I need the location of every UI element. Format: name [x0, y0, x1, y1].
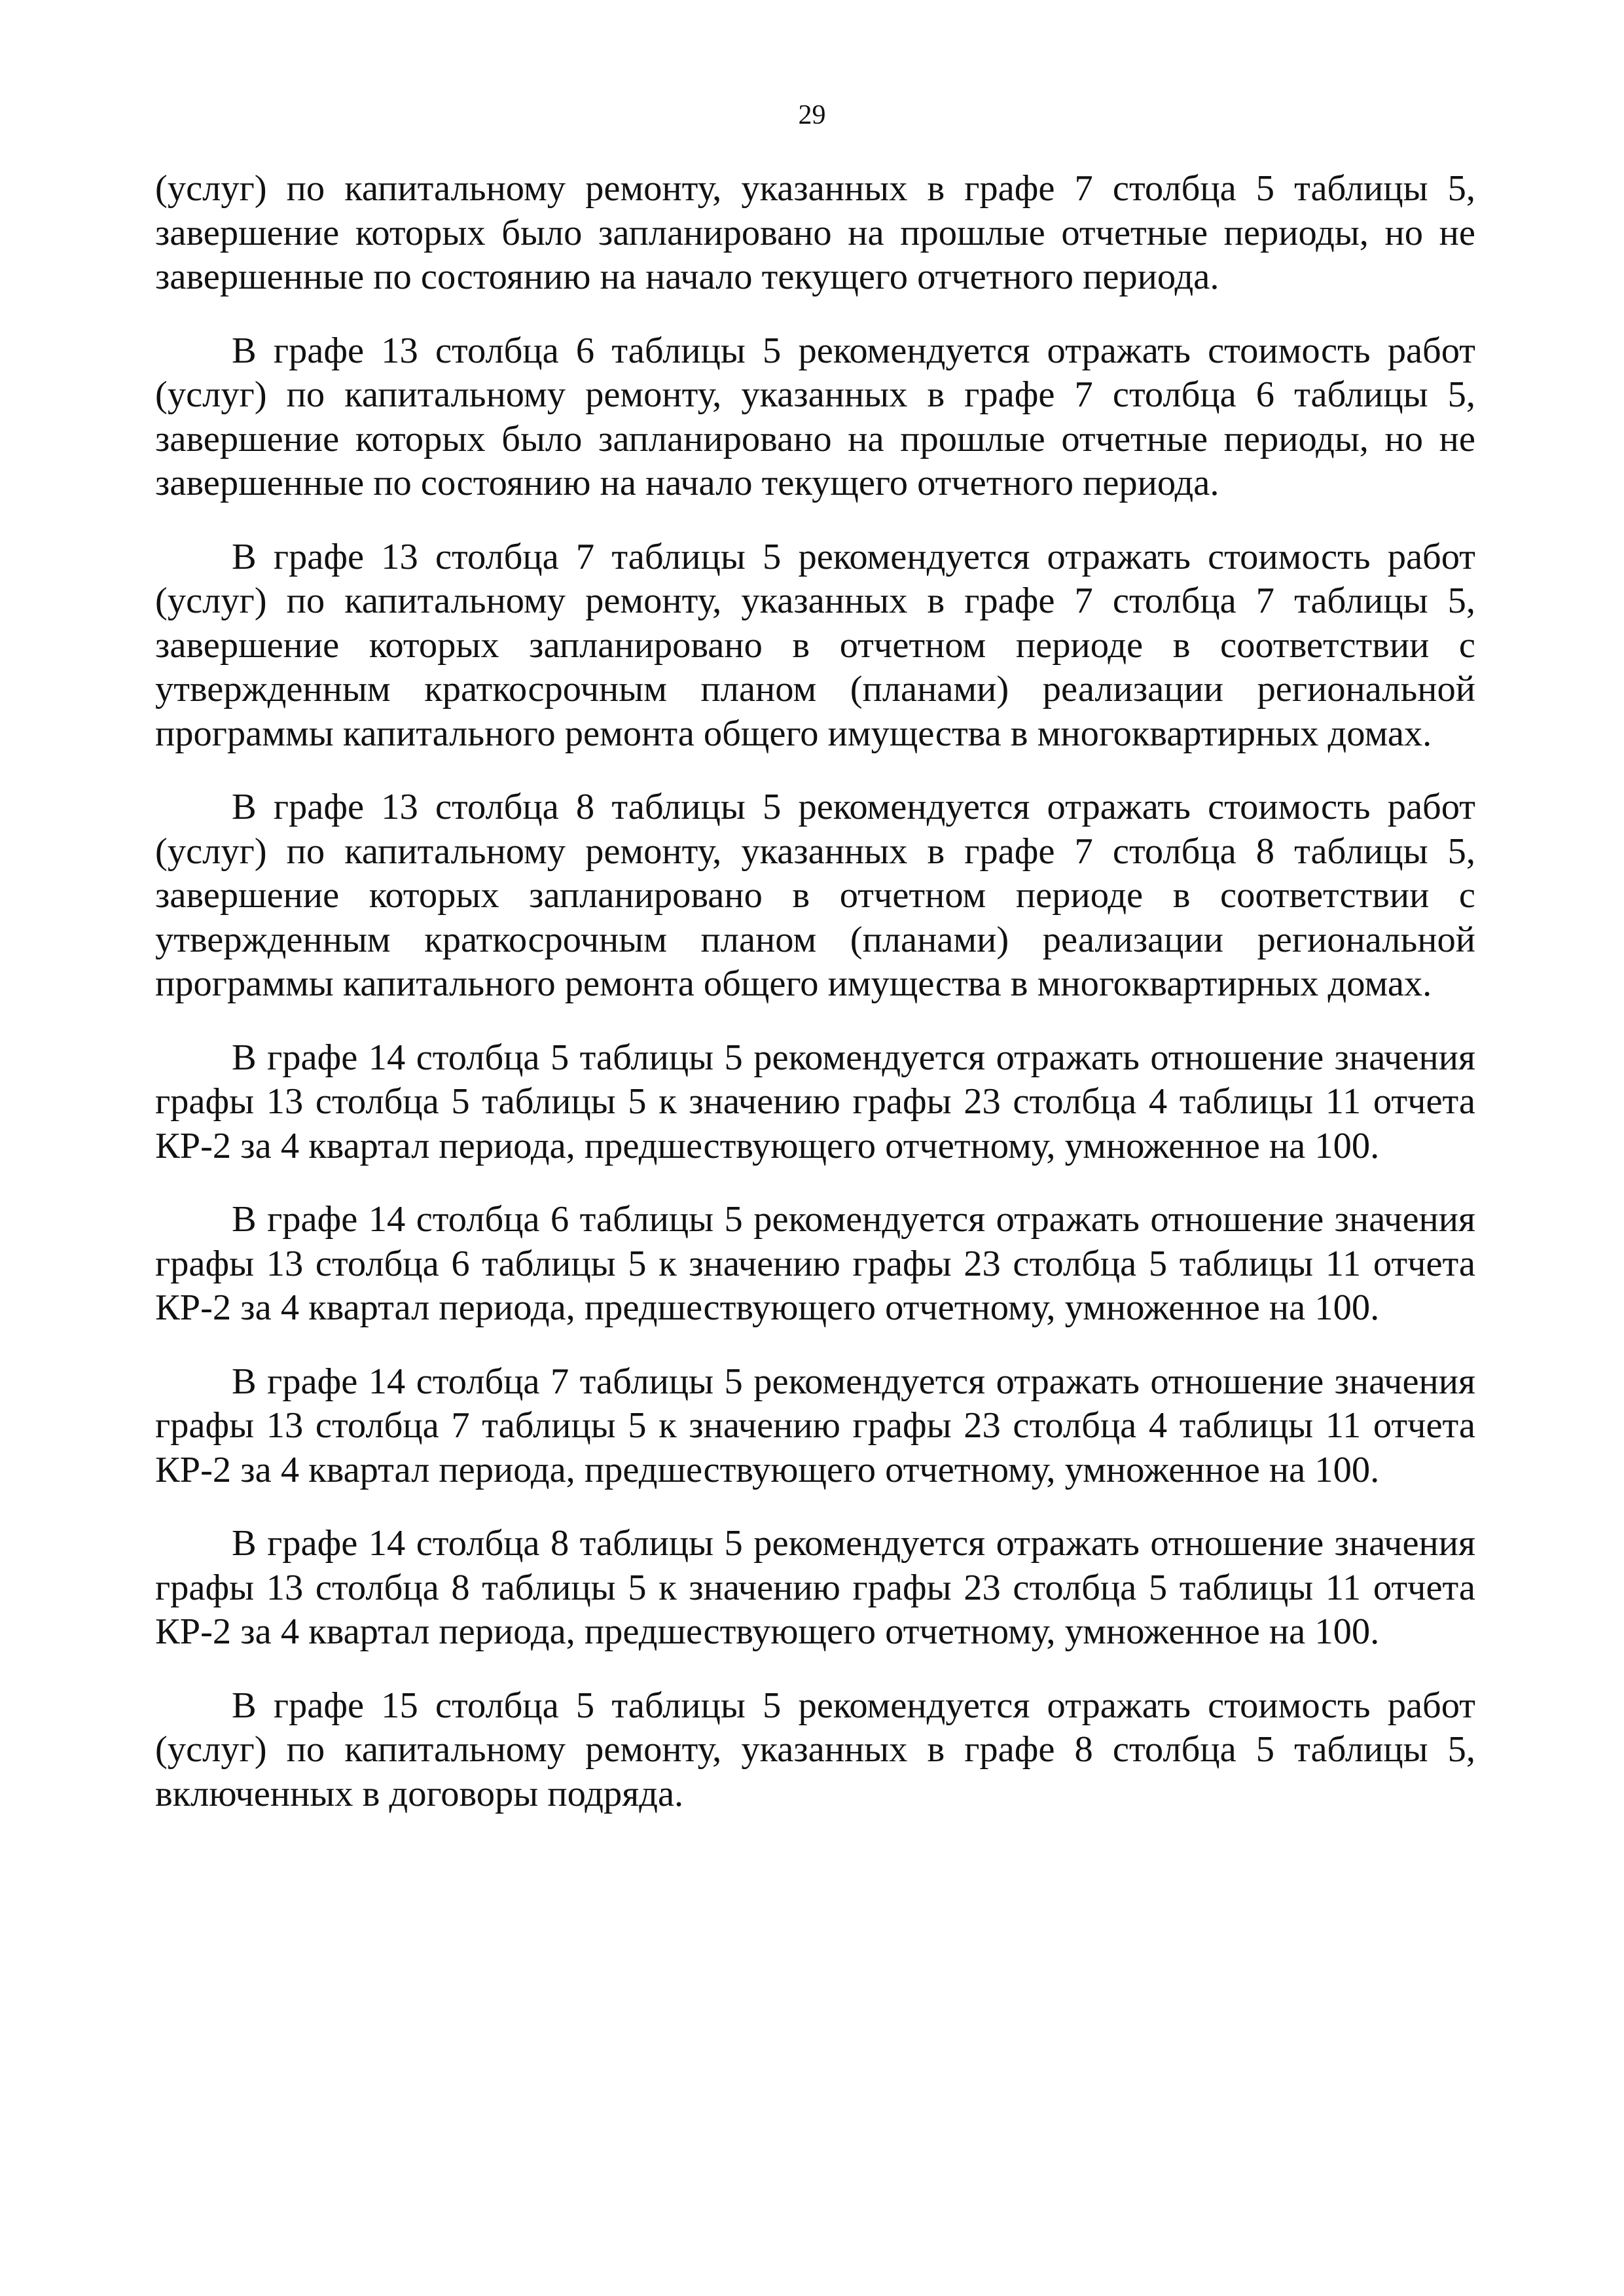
paragraph-8: В графе 14 столбца 8 таблицы 5 рекомендуется отражать отношение значения графы 13 столбца 8 таблицы 5 к значению графы 23 столбца 5 таблицы 11 отчета КР-2 за 4 квартал периода, предшествующего отчетному, умноженное на 100.: [155, 1523, 1475, 1652]
paragraph-5: В графе 14 столбца 5 таблицы 5 рекомендуется отражать отношение значения графы 13 столбца 5 таблицы 5 к значению графы 23 столбца 4 таблицы 11 отчета КР-2 за 4 квартал периода, предшествующего отчетному, умноженное на 100.: [155, 1037, 1475, 1166]
paragraph-2: В графе 13 столбца 6 таблицы 5 рекомендуется отражать стоимость работ (услуг) по капитальному ремонту, указанных в графе 7 столбца 6 таблицы 5, завершение которых было запланировано на прошлые отчетные периоды, но не завершенные по состоянию на начало текущего отчетного периода.: [155, 330, 1475, 503]
document-body: [155, 167, 1475, 1846]
paragraph-3: В графе 13 столбца 7 таблицы 5 рекомендуется отражать стоимость работ (услуг) по капитальному ремонту, указанных в графе 7 столбца 7 таблицы 5, завершение которых запланировано в отчетном периоде в соответствии с утвержденным краткосрочным планом (планами) реализации региональной программы капитального ремонта общего имущества в многоквартирных домах.: [155, 536, 1475, 754]
paragraph-4: В графе 13 столбца 8 таблицы 5 рекомендуется отражать стоимость работ (услуг) по капитальному ремонту, указанных в графе 7 столбца 8 таблицы 5, завершение которых запланировано в отчетном периоде в соответствии с утвержденным краткосрочным планом (планами) реализации региональной программы капитального ремонта общего имущества в многоквартирных домах.: [155, 787, 1475, 1004]
paragraph-1: (услуг) по капитальному ремонту, указанных в графе 7 столбца 5 таблицы 5, завершение которых было запланировано на прошлые отчетные периоды, но не завершенные по состоянию на начало текущего отчетного периода.: [155, 168, 1475, 297]
paragraph-6: В графе 14 столбца 6 таблицы 5 рекомендуется отражать отношение значения графы 13 столбца 6 таблицы 5 к значению графы 23 столбца 5 таблицы 11 отчета КР-2 за 4 квартал периода, предшествующего отчетному, умноженное на 100.: [155, 1199, 1475, 1328]
paragraph-9: В графе 15 столбца 5 таблицы 5 рекомендуется отражать стоимость работ (услуг) по капитальному ремонту, указанных в графе 8 столбца 5 таблицы 5, включенных в договоры подряда.: [155, 1685, 1475, 1814]
paragraph-7: В графе 14 столбца 7 таблицы 5 рекомендуется отражать отношение значения графы 13 столбца 7 таблицы 5 к значению графы 23 столбца 4 таблицы 11 отчета КР-2 за 4 квартал периода, предшествующего отчетному, умноженное на 100.: [155, 1361, 1475, 1490]
page-number: 29: [798, 100, 826, 130]
